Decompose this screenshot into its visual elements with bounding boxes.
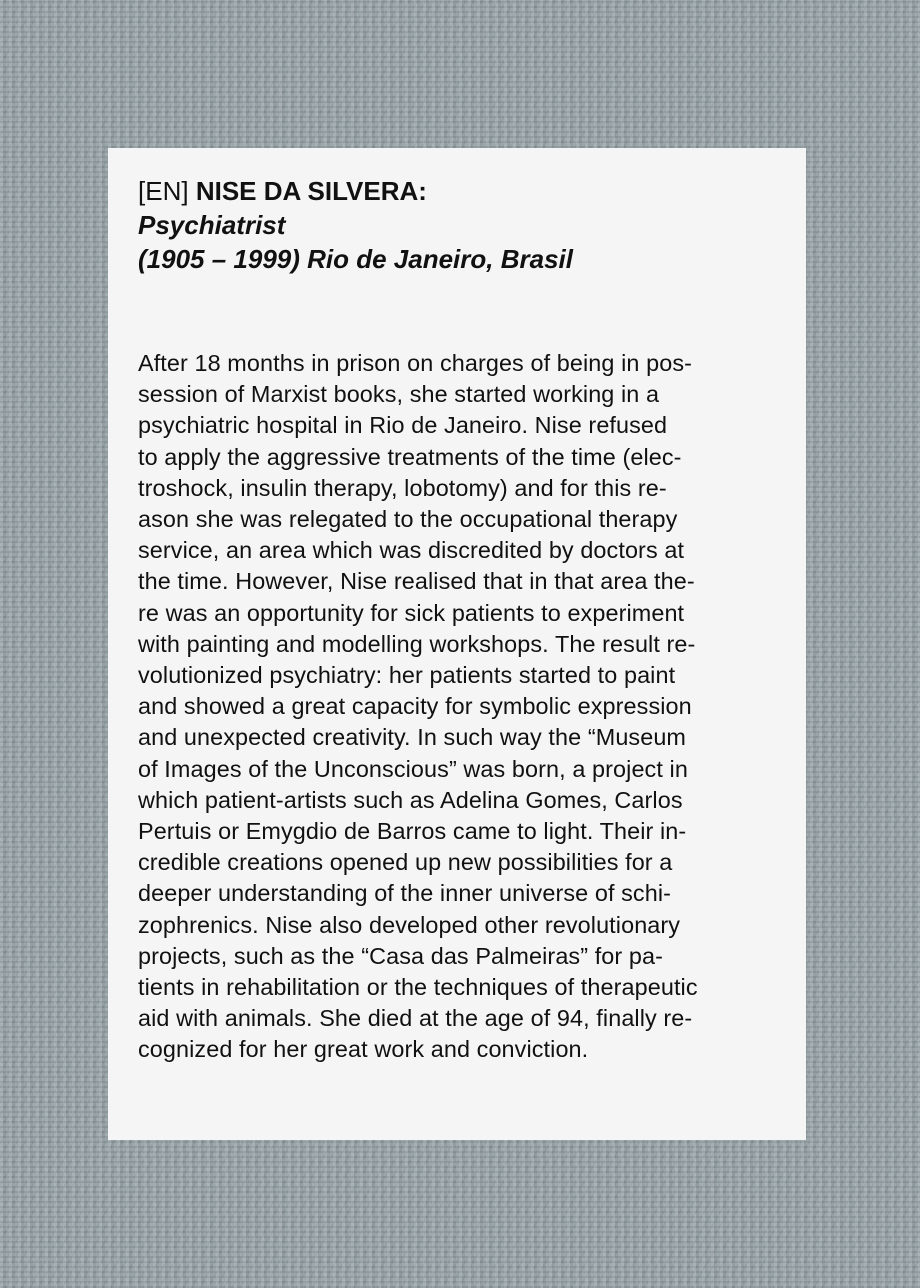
biography-line: credible creations opened up new possibilities for a [138, 849, 673, 876]
biography-line: which patient-artists such as Adelina Gomes, Carlos [138, 786, 683, 813]
biography-line: of Images of the Unconscious” was born, a project in [138, 755, 688, 782]
biography-line: cognized for her great work and conviction. [138, 1036, 589, 1063]
info-card [108, 148, 806, 1140]
person-name: NISE DA SILVERA: [195, 176, 427, 206]
dates-and-place: (1905 – 1999) Rio de Janeiro, Brasil [138, 244, 573, 274]
biography-line: volutionized psychiatry: her patients started to paint [138, 662, 676, 689]
biography-line: to apply the aggressive treatments of the time (elec- [138, 443, 682, 470]
profession: Psychiatrist [138, 210, 286, 240]
card-heading [138, 174, 766, 276]
biography-line: service, an area which was discredited by doctors at [138, 537, 685, 564]
biography-text [138, 348, 778, 1066]
biography-line: and unexpected creativity. In such way the “Museum [138, 724, 687, 751]
biography-line: with painting and modelling workshops. The result re- [138, 630, 696, 657]
biography-line: tients in rehabilitation or the techniques of therapeutic [138, 974, 698, 1001]
biography-line: session of Marxist books, she started working in a [138, 381, 660, 408]
biography-line: zophrenics. Nise also developed other revolutionary [138, 911, 681, 938]
biography-line: re was an opportunity for sick patients to experiment [138, 599, 685, 626]
biography-line: projects, such as the “Casa das Palmeiras” for pa- [138, 942, 664, 969]
biography-line: aid with animals. She died at the age of 94, finally re- [138, 1005, 693, 1032]
language-tag: [EN] [138, 176, 189, 206]
biography-line: Pertuis or Emygdio de Barros came to light. Their in- [138, 818, 687, 845]
biography-line: deeper understanding of the inner universe of schi- [138, 880, 672, 907]
biography-line: the time. However, Nise realised that in that area the- [138, 568, 695, 595]
biography-line: psychiatric hospital in Rio de Janeiro. Nise refused [138, 412, 668, 439]
biography-line: ason she was relegated to the occupational therapy [138, 506, 678, 533]
biography-line: and showed a great capacity for symbolic expression [138, 693, 692, 720]
biography-line: After 18 months in prison on charges of being in pos- [138, 350, 692, 376]
biography-line: troshock, insulin therapy, lobotomy) and for this re- [138, 474, 667, 501]
